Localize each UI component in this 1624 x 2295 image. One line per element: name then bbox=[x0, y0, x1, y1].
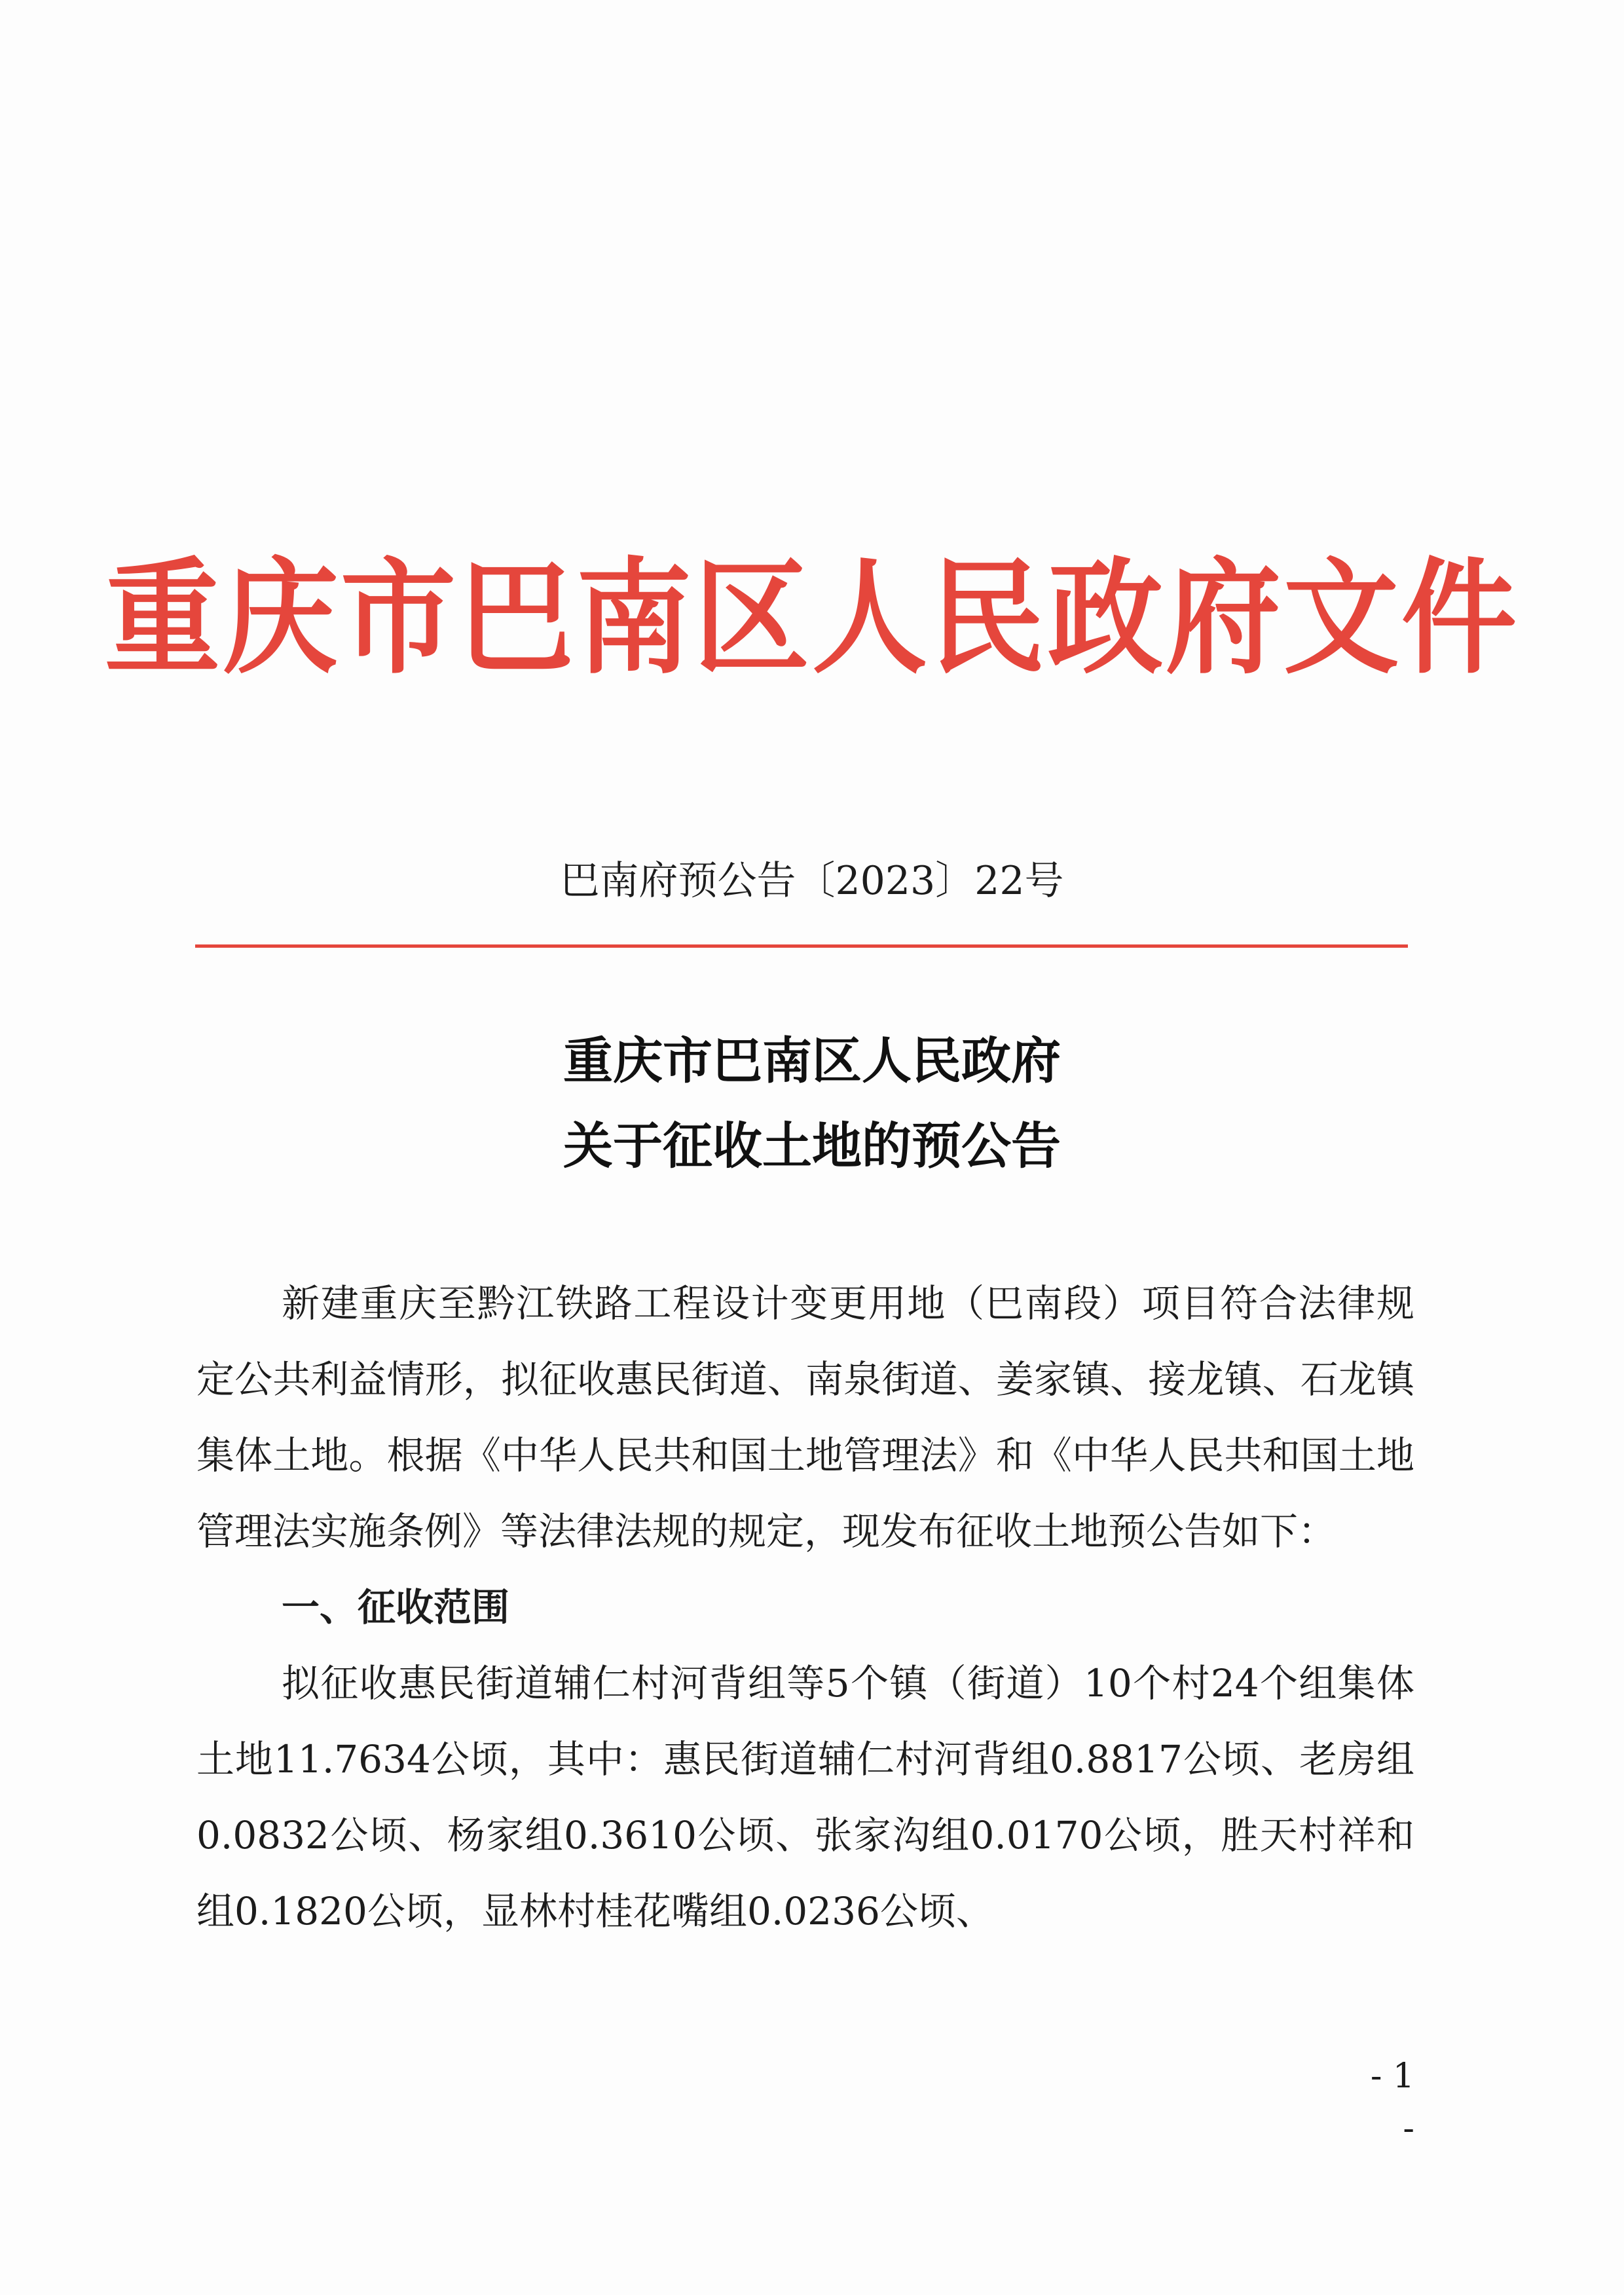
document-title bbox=[0, 1018, 1624, 1189]
document-body bbox=[196, 1265, 1414, 1949]
red-divider-line bbox=[195, 944, 1408, 948]
title-line-2: 关于征收土地的预公告 bbox=[563, 1117, 1061, 1175]
document-number: 巴南府预公告〔2023〕22号 bbox=[560, 858, 1064, 904]
section-scope-paragraph: 拟征收惠民街道辅仁村河背组等5个镇（街道）10个村24个组集体土地11.7634公顷，其中：惠民街道辅仁村河背组0.8817公顷、老房组0.0832公顷、杨家组0.3610公顷、张家沟组0.0170公顷，胜天村祥和组0.1820公顷，显林村桂花嘴组0.0236公顷、 bbox=[196, 1661, 1414, 1933]
intro-paragraph: 新建重庆至黔江铁路工程设计变更用地（巴南段）项目符合法律规定公共利益情形，拟征收惠民街道、南泉街道、姜家镇、接龙镇、石龙镇集体土地。根据《中华人民共和国土地管理法》和《中华人民共和国土地管理法实施条例》等法律法规的规定，现发布征收土地预公告如下： bbox=[196, 1281, 1414, 1554]
section-heading-scope: 一、征收范围 bbox=[282, 1585, 510, 1630]
page-number: - 1 - bbox=[1370, 2057, 1414, 2148]
document-masthead: 重庆市巴南区人民政府文件 bbox=[104, 544, 1519, 692]
title-line-1: 重庆市巴南区人民政府 bbox=[563, 1032, 1061, 1090]
